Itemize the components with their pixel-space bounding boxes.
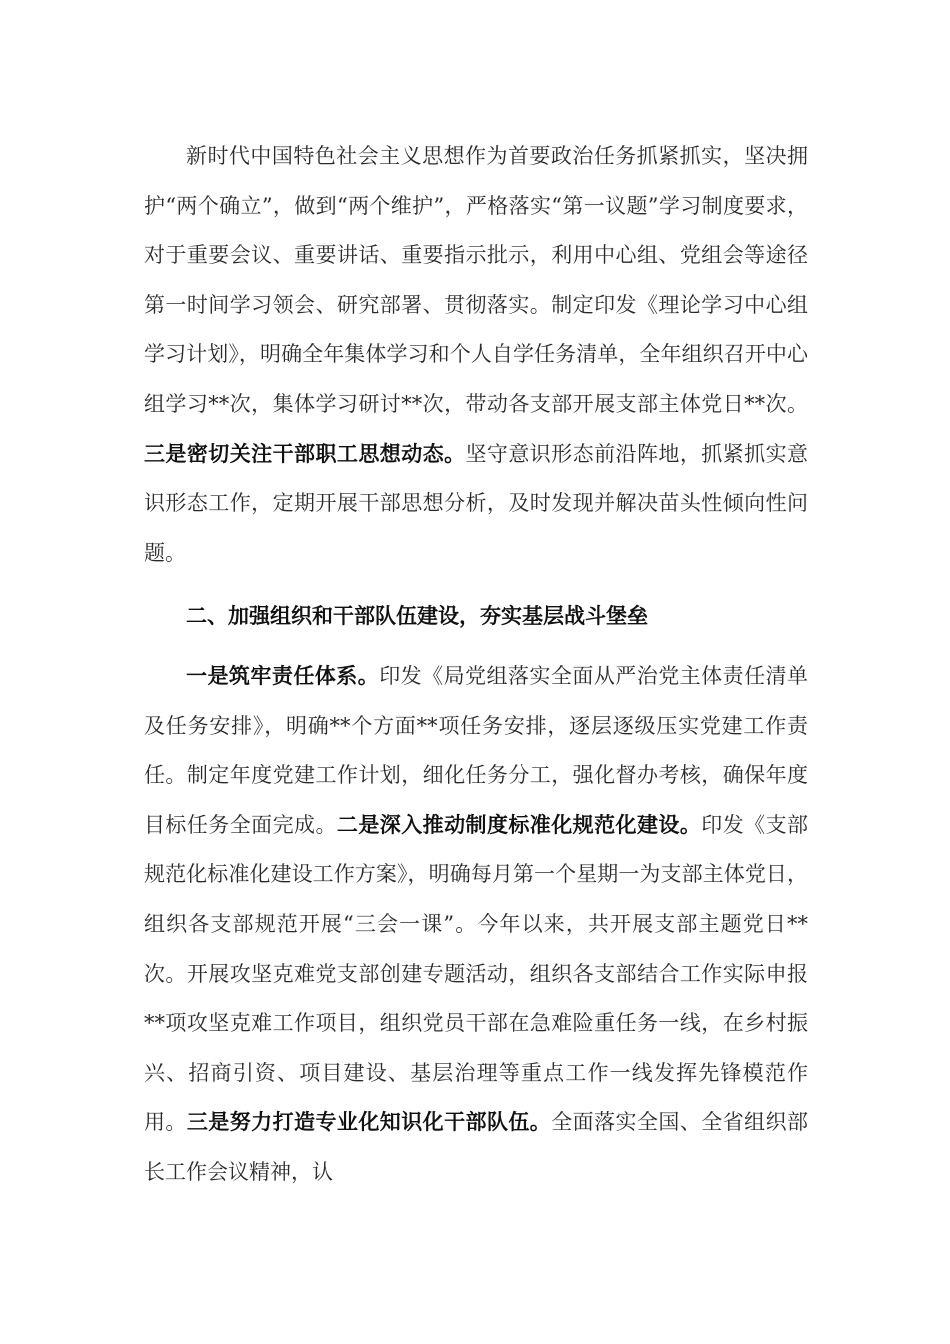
- bold-point-two: 二是深入推动制度标准化规范化建设。: [336, 812, 702, 837]
- paragraph-text: 印发《支部规范化标准化建设工作方案》，明确每月第一个星期一为支部主体党日，组织各支部规范开展“三会一课”。今年以来，共开展支部主题党日**次。开展攻坚克难党支部创建专题活动，组织各支部结合工作实际申报**项攻坚克难工作项目，组织党员干部在急难险重任务一线，在乡村振兴、招商引资、项目建设、基层治理等重点工作一线发挥先锋模范作用。: [144, 812, 809, 1135]
- section-heading: [144, 592, 808, 642]
- bold-point-three: 三是密切关注干部职工思想动态。: [144, 441, 466, 466]
- paragraph-text: 印发《局党组落实全面从严治党主体责任清单及任务安排》，明确**个方面**项任务安排，逐层逐级压实党建工作责任。制定年度党建工作计划，细化任务分工，强化督办考核，确保年度目标任务全面完成。: [144, 664, 809, 837]
- paragraph-organization: [144, 652, 808, 1198]
- paragraph-text: 新时代中国特色社会主义思想作为首要政治任务抓紧抓实，坚决拥护“两个确立”，做到“两个维护”，严格落实“第一议题”学习制度要求，对于重要会议、重要讲话、重要指示批示，利用中心组、党组会等途径第一时间学习领会、研究部署、贯彻落实。制定印发《理论学习中心组学习计划》，明确全年集体学习和个人自学任务清单，全年组织召开中心组学习**次，集体学习研讨**次，带动各支部开展支部主体党日**次。: [144, 144, 808, 416]
- paragraph-text: 全面落实全国、全省组织部长工作会议精神，认: [144, 1110, 809, 1184]
- paragraph-ideology: [144, 132, 808, 578]
- bold-point-one: 一是筑牢责任体系。: [186, 664, 380, 688]
- paragraph-text: 坚守意识形态前沿阵地，抓紧抓实意识形态工作，定期开展干部思想分析，及时发现并解决苗头性倾向性问题。: [144, 441, 808, 565]
- bold-point-three: 三是努力打造专业化知识化干部队伍。: [186, 1110, 552, 1135]
- section-heading-text: 二、加强组织和干部队伍建设，夯实基层战斗堡垒: [186, 604, 648, 628]
